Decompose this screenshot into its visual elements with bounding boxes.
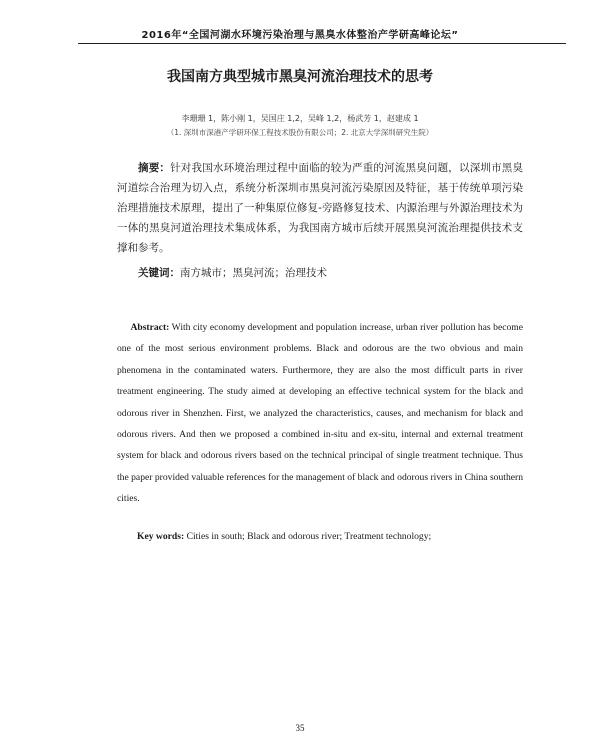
chinese-keywords bbox=[138, 263, 518, 283]
paper-title: 我国南方典型城市黑臭河流治理技术的思考 bbox=[167, 69, 433, 85]
chinese-abstract-text: 针对我国水环境治理过程中面临的较为严重的河流黑臭问题，以深圳市黑臭河道综合治理为切入点，系统分析深圳市黑臭河流污染原因及特征，基于传统单项污染治理措施技术原理，提出了一种集原位修复-旁路修复技术、内源治理与外源治理技术为一体的黑臭河道治理技术集成体系，为我国南方城市后续开展黑臭河流治理提供技术支撑和参考。 bbox=[117, 162, 524, 254]
page-number: 35 bbox=[295, 723, 305, 733]
chinese-keywords-label: 关键词： bbox=[138, 267, 180, 279]
chinese-abstract bbox=[117, 158, 523, 258]
running-header: 2016年“全国河湖水环境污染治理与黑臭水体整治产学研高峰论坛” bbox=[141, 30, 459, 41]
author-list: 李珊珊 1，陈小刚 1，吴国庄 1,2，吴峰 1,2，杨武芳 1，赵建成 1 bbox=[181, 114, 419, 123]
english-abstract-text: With city economy development and population increase, urban river pollution has become one of the most serious environment problems. Black and odorous are the two obvious and main phenomena in the contaminated waters. Furthermore, they are also the most difficult parts in river treatment engineering. The study aimed at developing an effective technical system for the black and odorous river in Shenzhen. First, we analyzed the characteristics, causes, and mechanism for black and odorous rivers. And then we proposed a combined in-situ and ex-situ, internal and external treatment system for black and odorous rivers based on the technical principal of single treatment technique. Thus the paper provided valuable references for the management of black and odorous rivers in China southern cities. bbox=[117, 322, 523, 505]
chinese-keywords-text: 南方城市；黑臭河流；治理技术 bbox=[180, 267, 327, 279]
affiliations: （1. 深圳市深港产学研环保工程技术股份有限公司；2. 北京大学深圳研究生院） bbox=[166, 128, 434, 137]
header-divider bbox=[78, 43, 566, 44]
english-abstract bbox=[117, 317, 523, 510]
chinese-abstract-label: 摘要： bbox=[138, 162, 171, 174]
english-keywords-text: Cities in south; Black and odorous river; Treatment technology; bbox=[186, 531, 432, 542]
english-keywords-label: Key words: bbox=[137, 531, 185, 542]
english-abstract-label: Abstract: bbox=[130, 322, 170, 333]
english-keywords bbox=[137, 527, 527, 547]
